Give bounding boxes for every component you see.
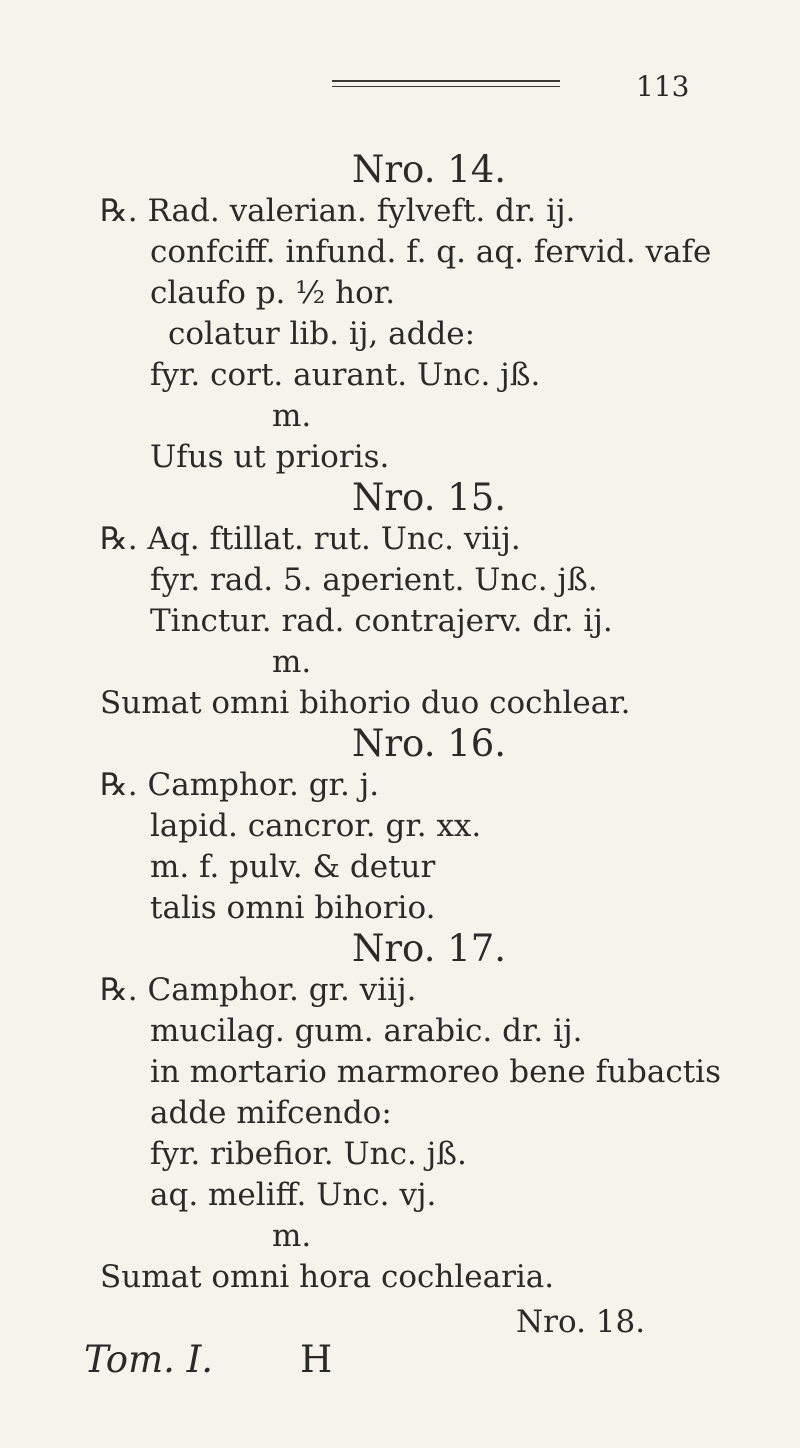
text-line: colatur lib. ij, adde:: [168, 316, 476, 352]
text-line: in mortario marmoreo bene fubactis: [150, 1054, 722, 1090]
text-line: m.: [272, 398, 312, 434]
text-line: claufo p. ½ hor.: [150, 275, 396, 311]
text-line: m. f. pulv. & detur: [150, 849, 436, 885]
text-line: m.: [272, 644, 312, 680]
text-line: ℞. Aq. ftillat. rut. Unc. viij.: [100, 521, 521, 557]
text-line: ℞. Camphor. gr. j.: [100, 767, 380, 803]
text-line: ℞. Camphor. gr. viij.: [100, 972, 417, 1008]
text-line: Ufus ut prioris.: [150, 439, 390, 475]
text-line: fyr. cort. aurant. Unc. jß.: [150, 357, 541, 393]
text-line: lapid. cancror. gr. xx.: [150, 808, 482, 844]
text-line: aq. meliff. Unc. vj.: [150, 1177, 437, 1213]
section-heading: Nro. 16.: [352, 722, 507, 765]
signature-mark: H: [300, 1338, 333, 1381]
page-number: 113: [636, 70, 690, 103]
text-line: Tinctur. rad. contrajerv. dr. ij.: [150, 603, 613, 639]
text-line: fyr. ribefior. Unc. jß.: [150, 1136, 467, 1172]
text-line: ℞. Rad. valerian. fylveft. dr. ij.: [100, 193, 576, 229]
text-line: fyr. rad. 5. aperient. Unc. jß.: [150, 562, 598, 598]
section-heading: Nro. 17.: [352, 927, 507, 970]
catchword: Nro. 18.: [516, 1304, 646, 1340]
volume-label: Tom. I.: [84, 1338, 214, 1381]
header-rule: [332, 80, 560, 87]
text-line: Sumat omni hora cochlearia.: [100, 1259, 555, 1295]
text-line: confciff. infund. f. q. aq. fervid. vafe: [150, 234, 712, 270]
text-line: adde mifcendo:: [150, 1095, 392, 1131]
text-line: m.: [272, 1218, 312, 1254]
section-heading: Nro. 15.: [352, 476, 507, 519]
text-line: talis omni bihorio.: [150, 890, 436, 926]
text-line: mucilag. gum. arabic. dr. ij.: [150, 1013, 583, 1049]
section-heading: Nro. 14.: [352, 148, 507, 191]
text-line: Sumat omni bihorio duo cochlear.: [100, 685, 631, 721]
